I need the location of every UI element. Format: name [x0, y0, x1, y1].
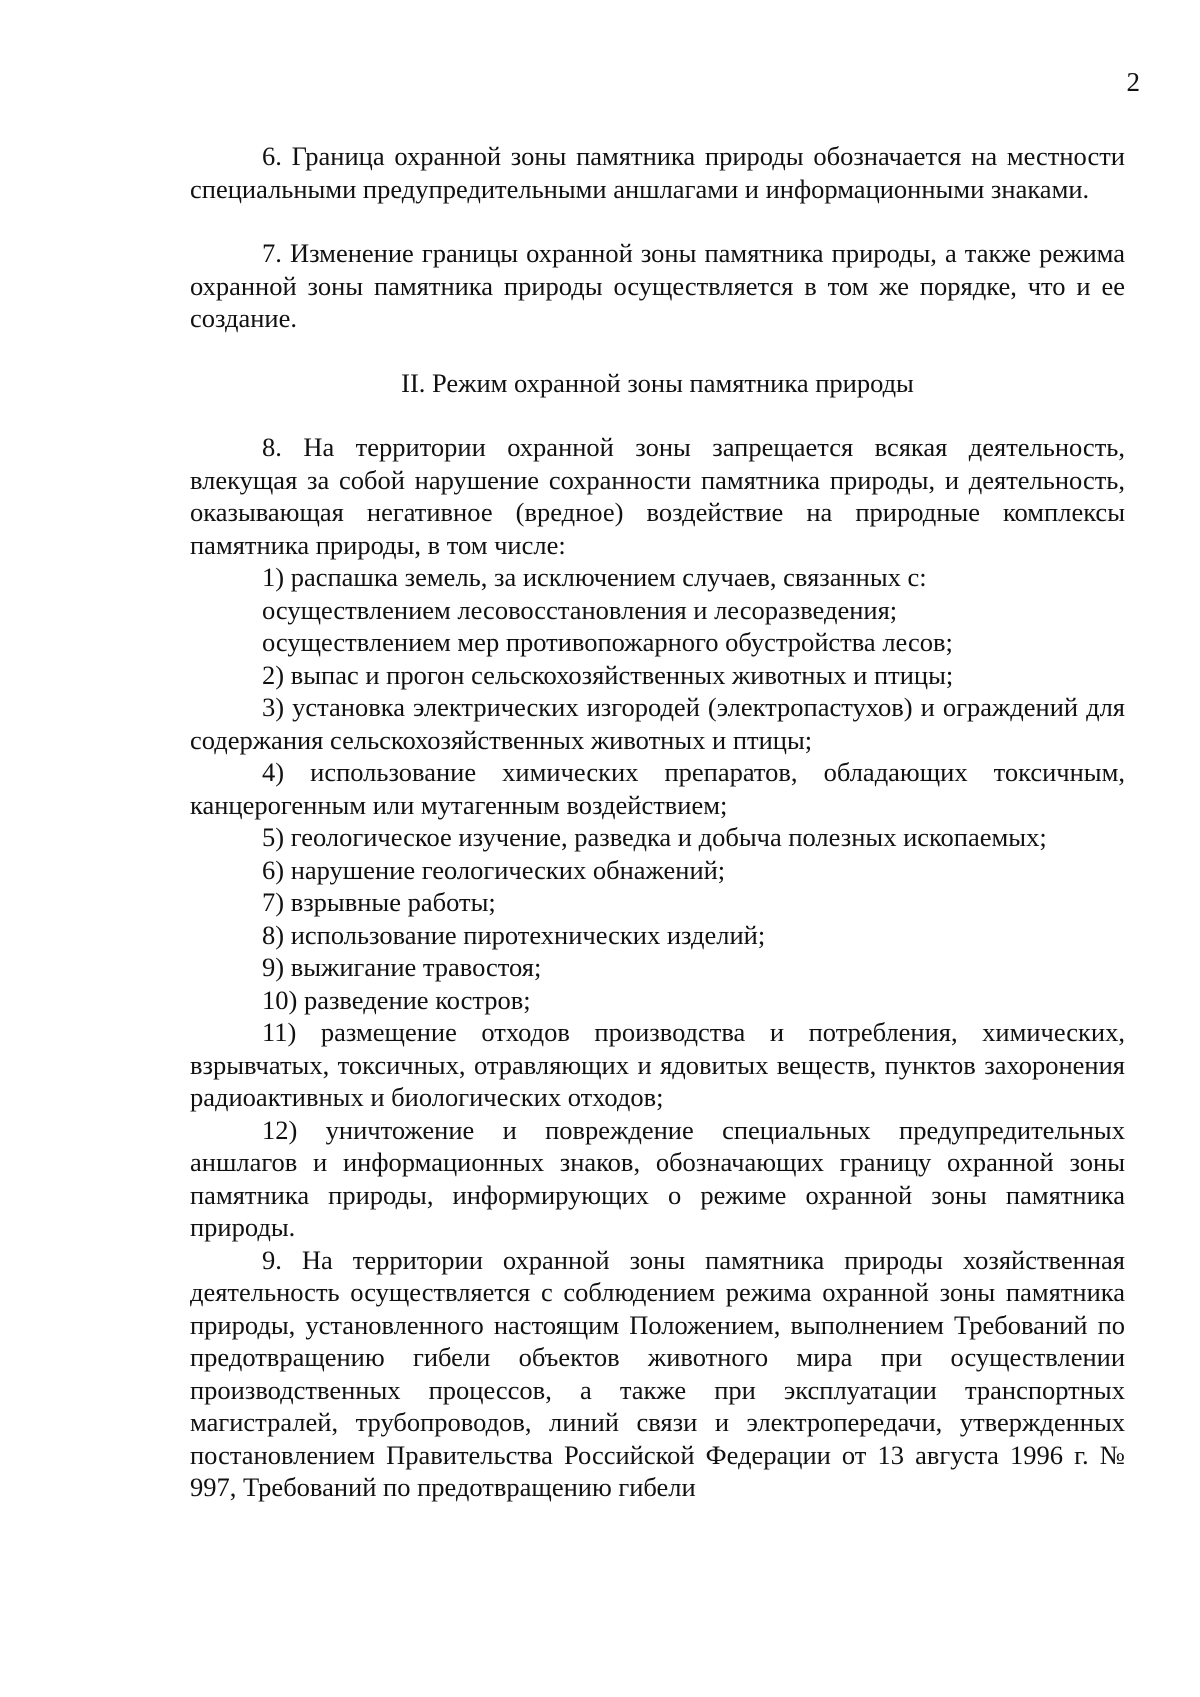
list-item-3: 3) установка электрических изгородей (электропастухов) и ограждений для содержания сельскохозяйственных животных и птицы; [190, 692, 1125, 755]
list-item-1: 1) распашка земель, за исключением случаев, связанных с: [262, 562, 927, 592]
list-item-10: 10) разведение костров; [262, 984, 531, 1015]
page-number: 2 [1126, 67, 1140, 97]
paragraph-9: 9. На территории охранной зоны памятника природы хозяйственная деятельность осуществляется с соблюдением режима охранной зоны памятника природы, установленного настоящим Положением, выполнением Требований по предотвращению гибели объектов животного мира при осуществлении производственных процессов, а также при эксплуатации транспортных магистралей, трубопроводов, линий связи и электропередачи, утвержденных постановлением Правительства Российской Федерации от 13 августа 1996 г. № 997, Требований по предотвращению гибели [190, 1244, 1125, 1502]
list-item-11: 11) размещение отходов производства и потребления, химических, взрывчатых, токсичных, отравляющих и ядовитых веществ, пунктов захоронения радиоактивных и биологических отходов; [190, 1017, 1125, 1112]
list-item-1-sub-1: осуществлением лесовосстановления и лесоразведения; [262, 594, 898, 625]
paragraph-7: 7. Изменение границы охранной зоны памятника природы, а также режима охранной зоны памятника природы осуществляется в том же порядке, что и ее создание. [190, 238, 1125, 333]
list-item-12: 12) уничтожение и повреждение специальных предупредительных аншлагов и информационных знаков, обозначающих границу охранной зоны памятника природы, информирующих о режиме охранной зоны памятника природы. [190, 1114, 1125, 1242]
list-item-6: 6) нарушение геологических обнажений; [262, 854, 726, 885]
list-item-4: 4) использование химических препаратов, обладающих токсичным, канцерогенным или мутагенным воздействием; [190, 757, 1125, 820]
section-heading: II. Режим охранной зоны памятника природы [401, 367, 914, 398]
list-item-9: 9) выжигание травостоя; [262, 952, 542, 982]
list-item-2: 2) выпас и прогон сельскохозяйственных животных и птицы; [262, 659, 954, 690]
paragraph-6: 6. Граница охранной зоны памятника природы обозначается на местности специальными предупредительными аншлагами и информационными знаками. [190, 141, 1125, 204]
list-item-8: 8) использование пиротехнических изделий; [262, 919, 766, 950]
document-body [190, 140, 1125, 1504]
list-item-5: 5) геологическое изучение, разведка и добыча полезных ископаемых; [262, 822, 1047, 852]
paragraph-8-intro: 8. На территории охранной зоны запрещается всякая деятельность, влекущая за собой нарушение сохранности памятника природы, и деятельность, оказывающая негативное (вредное) воздействие на природные комплексы памятника природы, в том числе: [190, 432, 1125, 560]
list-item-1-sub-2: осуществлением мер противопожарного обустройства лесов; [262, 627, 953, 657]
list-item-7: 7) взрывные работы; [262, 887, 496, 917]
